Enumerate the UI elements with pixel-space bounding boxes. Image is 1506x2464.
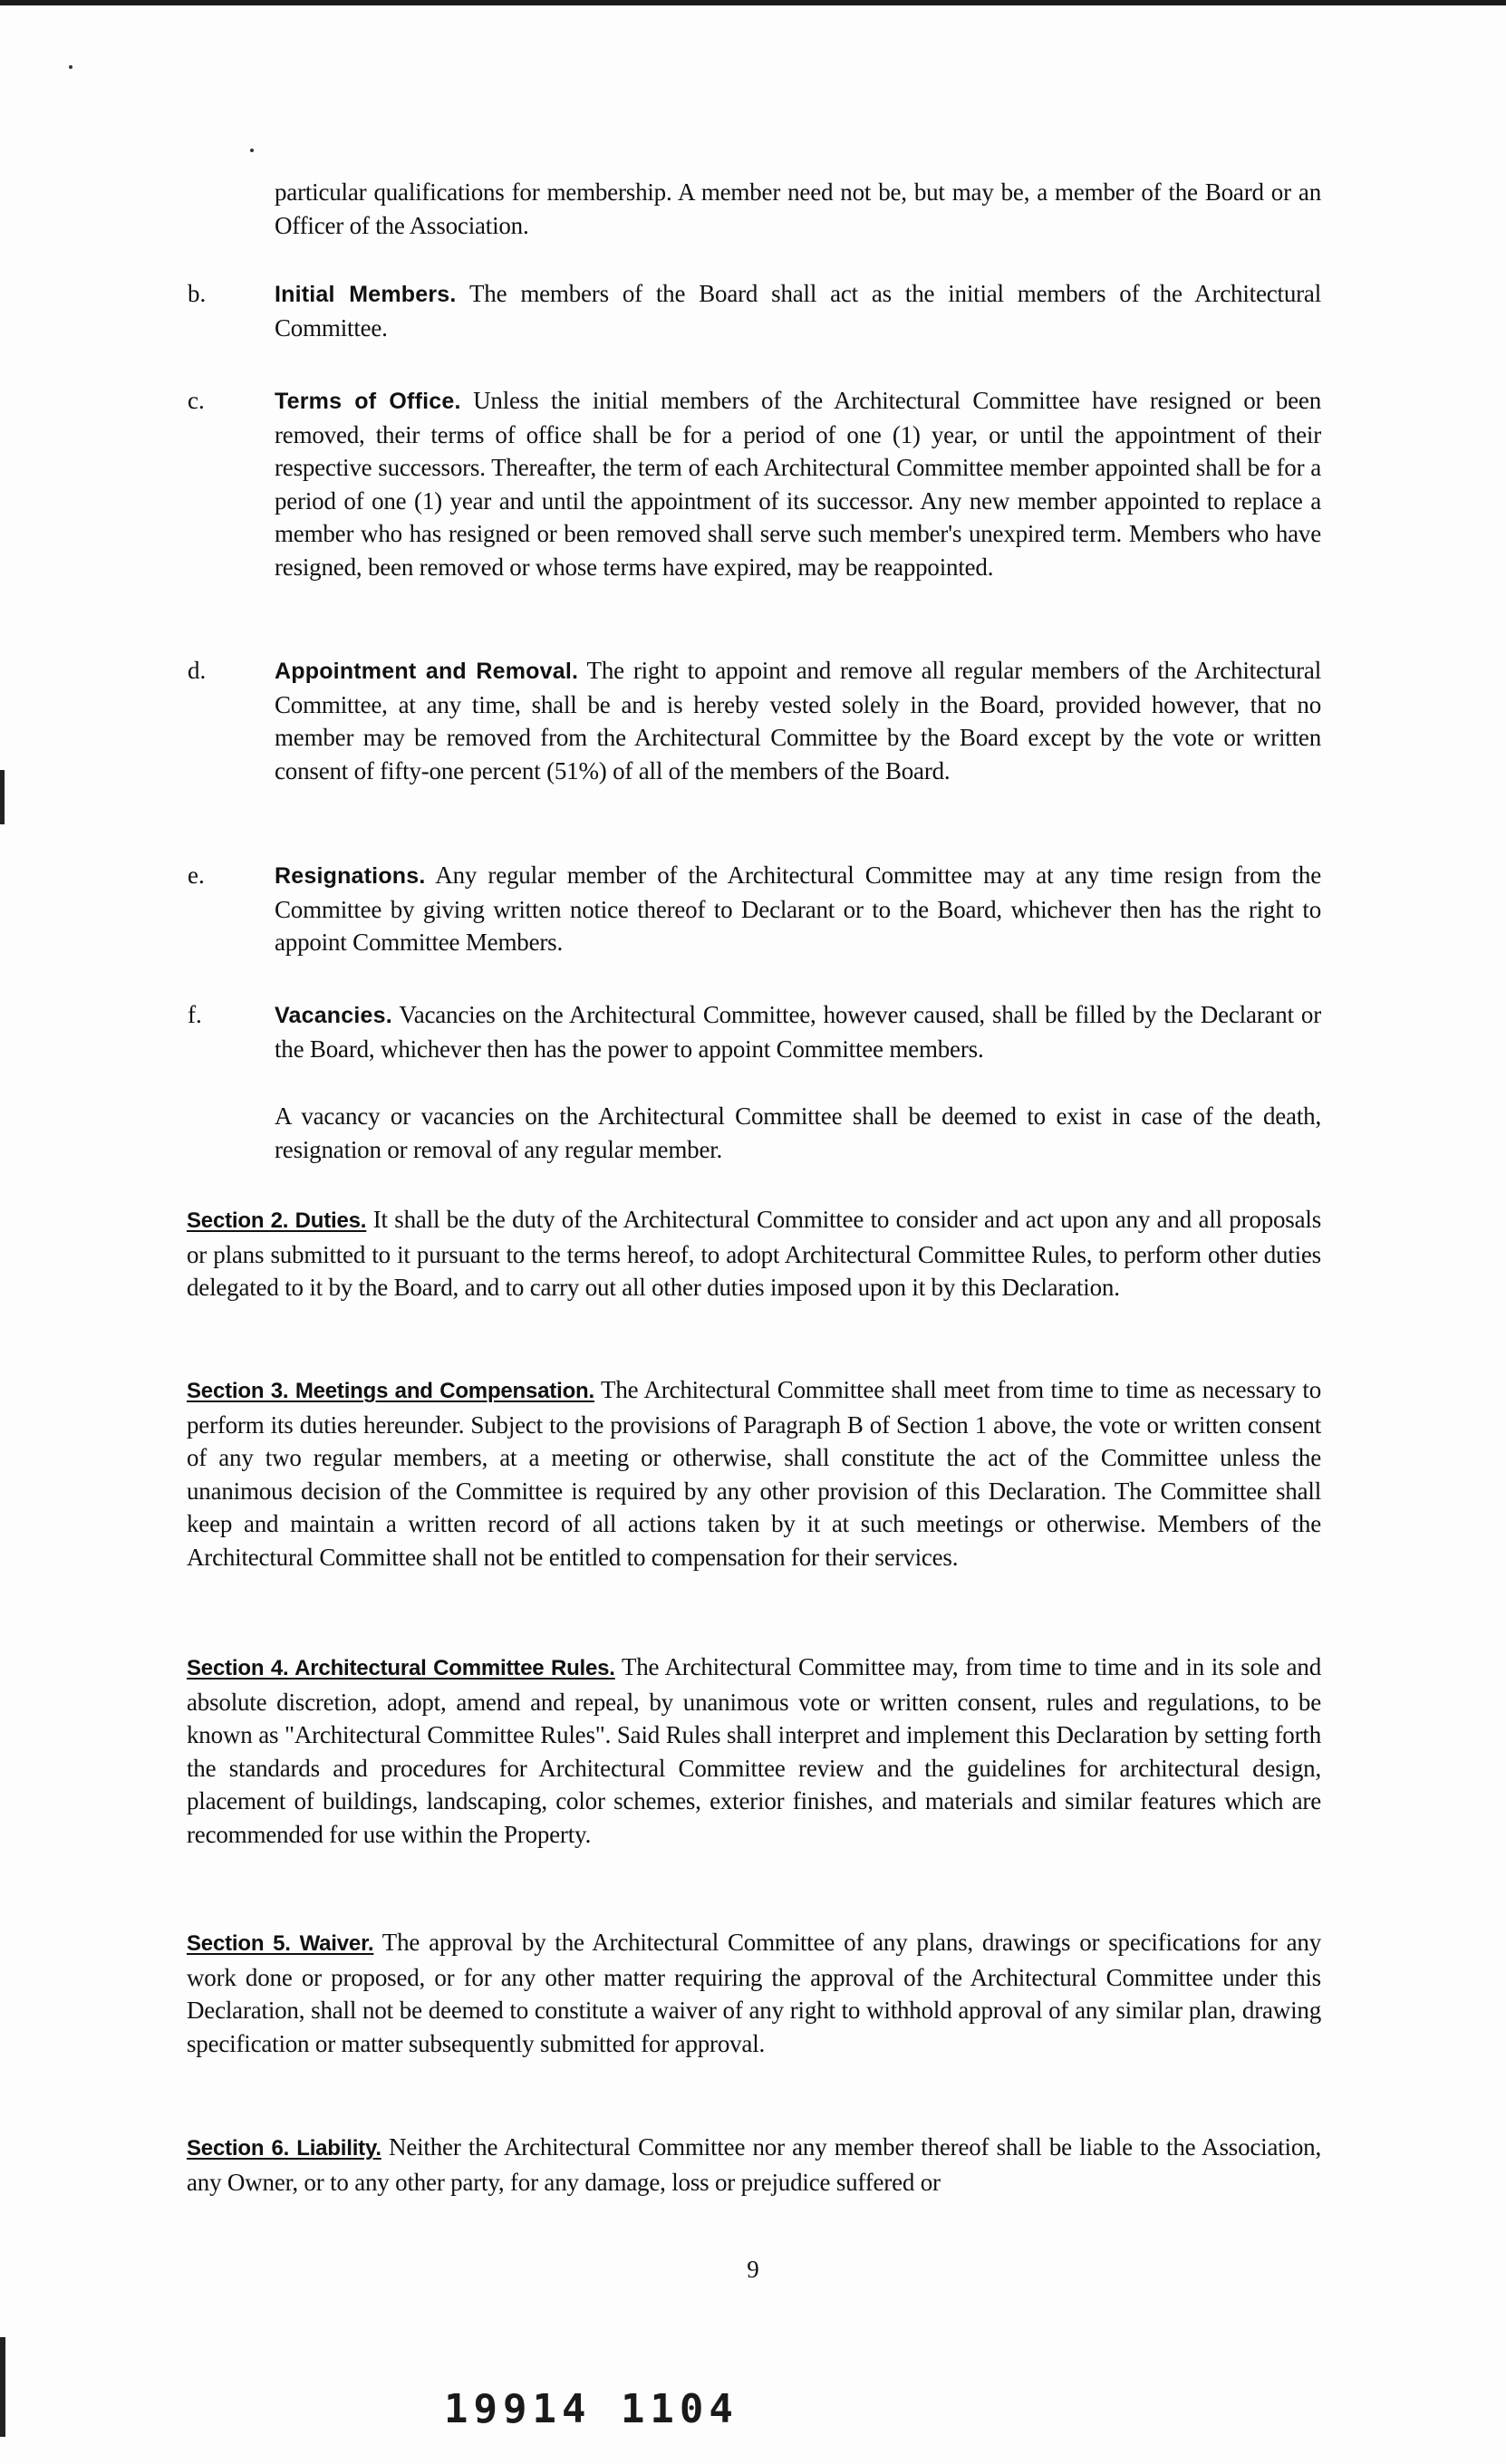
section-4 xyxy=(187,1651,1321,1851)
item-text xyxy=(275,859,1321,959)
section-5 xyxy=(187,1926,1321,2060)
item-title: Initial Members. xyxy=(275,282,457,307)
section-body: Neither the Architectural Committee nor any member thereof shall be liable to the Association, any Owner, or to any other party, for any damage, loss or prejudice suffered or xyxy=(187,2133,1321,2196)
section-body: The approval by the Architectural Committee of any plans, drawings or specifications for any work done or proposed, or for any other matter requiring the approval of the Architectural Committee under this Declaration, shall not be deemed to constitute a waiver of any right to withhold approval of any similar plan, drawing specification or matter subsequently submitted for approval. xyxy=(187,1929,1322,2057)
section-6 xyxy=(187,2131,1321,2199)
section-title: Section 4. Architectural Committee Rules. xyxy=(187,1656,615,1680)
scan-edge-top xyxy=(0,0,1506,5)
section-title: Section 5. Waiver. xyxy=(187,1931,374,1956)
item-body: The members of the Board shall act as the initial members of the Architectural Committee. xyxy=(275,280,1322,342)
scan-edge-left-lower xyxy=(0,2337,5,2437)
item-text xyxy=(275,998,1321,1065)
item-title: Terms of Office. xyxy=(275,389,461,414)
vacancy-paragraph: A vacancy or vacancies on the Architectural Committee shall be deemed to exist in case of the death, resignation or removal of any regular member. xyxy=(275,1102,1321,1163)
item-title: Resignations. xyxy=(275,863,426,889)
document-number-stamp: 19914 1104 xyxy=(444,2386,739,2432)
item-text xyxy=(275,654,1321,787)
item-body: Vacancies on the Architectural Committee, however caused, shall be filled by the Declarant or the Board, whichever then has the power to appoint Committee members. xyxy=(275,1001,1321,1063)
section-title: Section 2. Duties. xyxy=(187,1208,367,1233)
section-2 xyxy=(187,1203,1321,1304)
item-text xyxy=(275,384,1321,583)
item-body: Unless the initial members of the Architectural Committee have resigned or been removed, their terms of office shall be for a period of one (1) year, or until the appointment of their respective successors. Thereafter, the term of each Architectural Committee member appointed shall be for a period of one (1) year and until the appointment of its successor. Any new member appointed to replace a member who has resigned or been removed shall serve such member's unexpired term. Members who have resigned, been removed or whose terms have expired, may be reappointed. xyxy=(275,387,1321,581)
item-title: Vacancies. xyxy=(275,1003,392,1028)
scan-speck xyxy=(250,149,254,152)
item-letter: c. xyxy=(188,387,205,414)
page-number: 9 xyxy=(747,2256,759,2283)
section-body: The Architectural Committee may, from time to time and in its sole and absolute discretion, adopt, amend and repeal, by unanimous vote or written consent, rules and regulations, to be known as "Architectural Committee Rules". Said Rules shall interpret and implement this Declaration by setting forth the standards and procedures for Architectural Committee review and the guidelines for architectural design, placement of buildings, landscaping, color schemes, exterior finishes, and materials and similar features which are recommended for use within the Property. xyxy=(187,1653,1321,1848)
item-body: The right to appoint and remove all regular members of the Architectural Committee, at any time, shall be and is hereby vested solely in the Board, provided however, that no member may be removed from the Architectural Committee by the Board except by the vote or written consent of fifty-one percent (51%) of all of the members of the Board. xyxy=(275,657,1321,784)
item-title: Appointment and Removal. xyxy=(275,659,579,684)
scan-speck xyxy=(69,65,72,69)
section-title: Section 6. Liability. xyxy=(187,2136,381,2161)
section-3 xyxy=(187,1373,1321,1574)
item-text xyxy=(275,277,1321,344)
scan-edge-left xyxy=(0,770,5,824)
item-letter: e. xyxy=(188,861,205,889)
item-letter: b. xyxy=(188,280,207,307)
section-title: Section 3. Meetings and Compensation. xyxy=(187,1379,594,1403)
section-body: It shall be the duty of the Architectural Committee to consider and act upon any and all proposals or plans submitted to it pursuant to the terms hereof, to adopt Architectural Committee Rules, to perform other duties delegated to it by the Board, and to carry out all other duties imposed upon it by this Declaration. xyxy=(187,1206,1321,1301)
item-letter: f. xyxy=(188,1001,202,1028)
section-body: The Architectural Committee shall meet from time to time as necessary to perform its duties hereunder. Subject to the provisions of Paragraph B of Section 1 above, the vote or written consent of any two regular members, at a meeting or otherwise, shall constitute the act of the Committee unless the unanimous decision of the Committee is required by any other provision of this Declaration. The Committee shall keep and maintain a written record of all actions taken by it at such meetings or otherwise. Members of the Architectural Committee shall not be entitled to compensation for their services. xyxy=(187,1376,1322,1571)
lead-paragraph: particular qualifications for membership. A member need not be, but may be, a member of the Board or an Officer of the Association. xyxy=(275,178,1321,239)
item-body: Any regular member of the Architectural Committee may at any time resign from the Committee by giving written notice thereof to Declarant or to the Board, whichever then has the right to appoint Committee Members. xyxy=(275,861,1321,956)
item-letter: d. xyxy=(188,657,207,684)
